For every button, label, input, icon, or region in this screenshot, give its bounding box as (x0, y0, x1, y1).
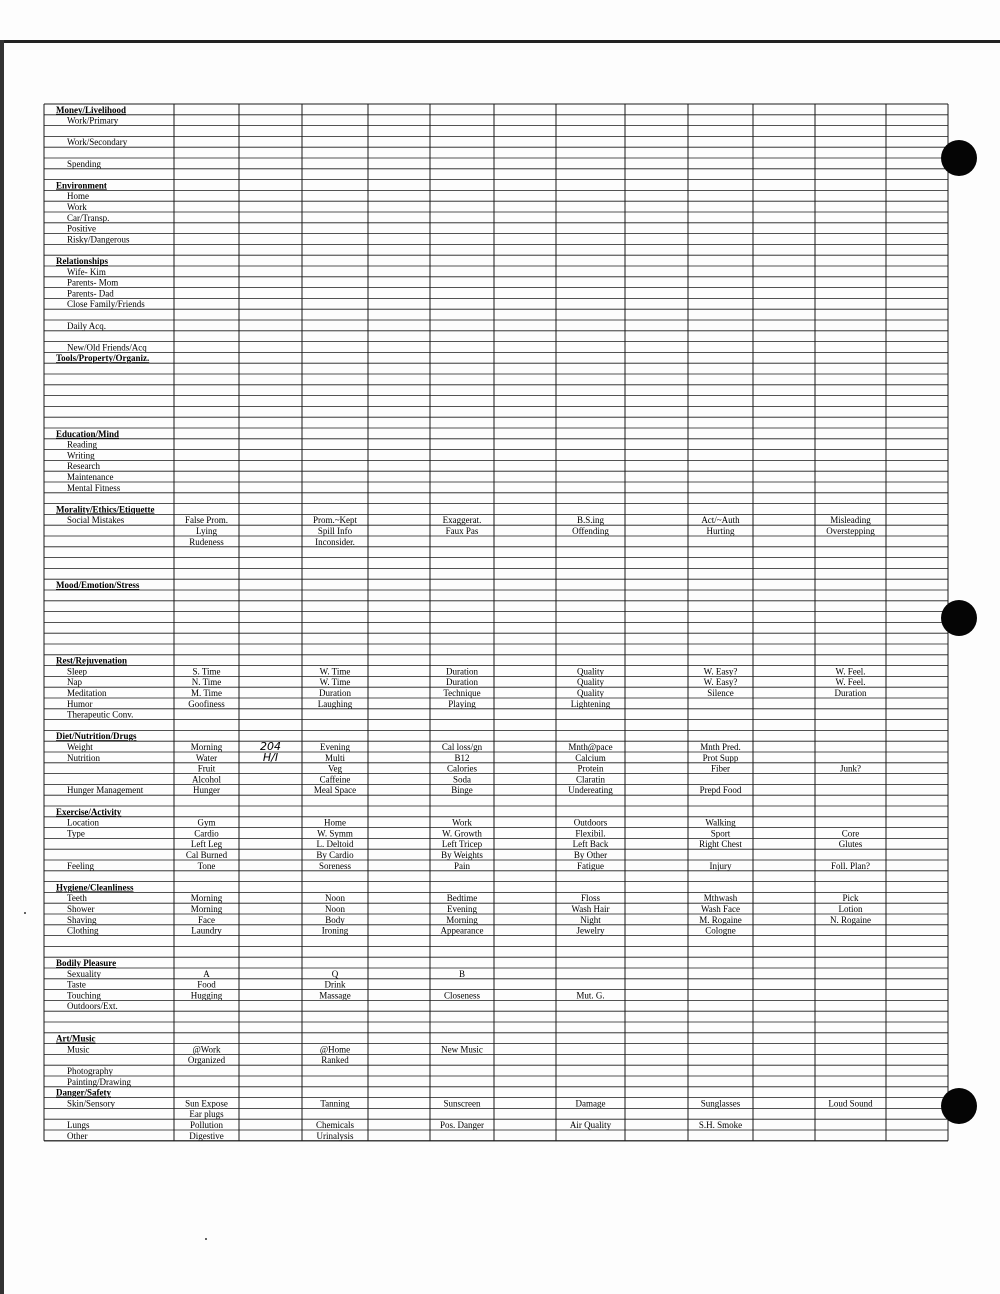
cell-value: Water (195, 752, 218, 763)
cell-value: Mnth Pred. (700, 742, 741, 752)
section-heading: Rest/Rejuvenation (56, 655, 127, 666)
cell-value: Left Back (572, 839, 609, 850)
cell-value: Spill Info (317, 526, 353, 536)
cell-value: Sun Expose (185, 1098, 228, 1109)
row-label: Feeling (67, 860, 94, 871)
cell-value: Prot Supp (702, 752, 739, 763)
cell-value: Duration (319, 688, 351, 698)
cell-value: Noon (325, 893, 345, 904)
cell-value: Flexibil. (575, 828, 606, 839)
row-label: Teeth (67, 893, 87, 904)
row-label: Social Mistakes (67, 515, 125, 526)
cell-value: Foll. Plan? (830, 860, 871, 871)
section-heading: Tools/Property/Organiz. (56, 353, 150, 364)
section-heading: Relationships (56, 256, 109, 266)
cell-value: Walking (705, 817, 736, 828)
row-label: Maintenance (67, 472, 114, 482)
cell-value: Tone (197, 860, 216, 871)
cell-value: Tanning (320, 1098, 350, 1109)
cell-value: Sunscreen (443, 1098, 481, 1109)
cell-value: B (458, 968, 466, 979)
cell-value: Hunger (193, 785, 220, 796)
cell-value: Quality (577, 677, 604, 688)
punch-hole-top (941, 140, 977, 176)
cell-value: W. Easy? (703, 677, 738, 688)
cell-value: Core (841, 828, 860, 839)
row-label: Work/Secondary (67, 137, 128, 148)
cell-value: Wash Hair (571, 904, 610, 914)
row-label: Parents- Dad (67, 288, 114, 299)
cell-value: Silence (707, 688, 734, 698)
cell-value: M. Rogaine (699, 914, 742, 925)
cell-value: Pain (453, 860, 471, 871)
row-label: Hunger Management (67, 785, 144, 796)
cell-value: Lotion (838, 904, 863, 914)
cell-value: L. Deltoid (316, 839, 354, 850)
cell-value: Fatigue (577, 860, 604, 871)
row-label: Outdoors/Ext. (67, 1001, 118, 1012)
cell-value: Mthwash (703, 893, 738, 904)
cell-value: Offending (572, 526, 609, 536)
cell-value: Hurting (706, 526, 735, 536)
cell-value: Prom.~Kept (312, 515, 358, 526)
cell-value: Ear plugs (189, 1109, 224, 1120)
cell-value: Outdoors (573, 817, 608, 828)
cell-value: B12 (454, 752, 470, 763)
cell-value: Morning (190, 893, 223, 904)
cell-value: By Cardio (316, 850, 354, 860)
cell-value: Exaggerat. (442, 515, 482, 526)
scan-speck (24, 912, 26, 914)
row-label: Other (67, 1130, 88, 1141)
cell-value: A (203, 968, 210, 979)
cell-value: W. Symm (317, 828, 353, 839)
cell-value: Morning (446, 914, 478, 925)
row-label: Humor (67, 698, 93, 709)
row-label: Work (67, 202, 87, 212)
cell-value: Duration (446, 666, 478, 677)
cell-value: Sunglasses (700, 1098, 741, 1109)
row-label: Meditation (67, 688, 107, 698)
cell-value: Appearance (440, 925, 484, 936)
row-label: Sexuality (67, 968, 101, 979)
cell-value: Cardio (194, 828, 219, 839)
cell-value: Pollution (189, 1120, 224, 1130)
row-label: Skin/Sensory (67, 1098, 116, 1109)
cell-value: Face (198, 914, 215, 925)
row-label: Positive (67, 223, 97, 234)
cell-value: Bedtime (446, 893, 478, 904)
cell-value: False Prom. (184, 515, 229, 526)
cell-value: Quality (577, 688, 604, 698)
row-label: Type (67, 828, 85, 839)
cell-value: Floss (580, 893, 601, 904)
cell-value: W. Feel. (835, 666, 866, 677)
cell-value: Morning (190, 742, 223, 752)
cell-value: Lightening (570, 698, 611, 709)
cell-value: Soda (453, 774, 471, 785)
cell-value: Food (197, 979, 216, 990)
cell-value: Glutes (838, 839, 863, 850)
cell-value: Laughing (317, 698, 353, 709)
row-label: Mental Fitness (67, 482, 121, 493)
cell-value: Meal Space (313, 785, 357, 796)
cell-value: Jewelry (576, 925, 605, 936)
cell-value: Calcium (575, 752, 606, 763)
row-label: New/Old Friends/Acq (67, 342, 147, 353)
cell-value: W. Easy? (703, 666, 738, 677)
cell-value: H/I (262, 750, 279, 764)
row-label: Nutrition (67, 752, 100, 763)
cell-value: Cal Burned (185, 850, 228, 860)
cell-value: Noon (325, 904, 345, 914)
cell-value: Rudeness (189, 536, 224, 547)
cell-value: Laundry (191, 925, 222, 936)
cell-value: S. Time (192, 666, 221, 677)
cell-value: Technique (443, 688, 481, 698)
punch-hole-middle (941, 600, 977, 636)
cell-value: Q (331, 968, 339, 979)
cell-value: Faux Pas (445, 526, 479, 536)
section-heading: Environment (56, 180, 107, 191)
section-heading: Diet/Nutrition/Drugs (56, 731, 137, 742)
section-heading: Mood/Emotion/Stress (56, 580, 140, 590)
row-label: Spending (67, 158, 102, 169)
cell-value: Left Tricep (441, 839, 483, 850)
cell-value: Fruit (197, 763, 216, 774)
row-label: Shower (67, 904, 95, 914)
cell-value: Cal loss/gn (441, 742, 483, 752)
section-heading: Morality/Ethics/Etiquette (56, 504, 155, 515)
cell-value: By Weights (441, 850, 483, 860)
cell-value: Cologne (705, 925, 736, 936)
row-label: Writing (67, 450, 95, 461)
row-label: Touching (67, 990, 101, 1001)
cell-value: B.S.ing (576, 515, 605, 526)
cell-value: Body (325, 914, 345, 925)
section-heading: Exercise/Activity (56, 806, 122, 817)
cell-value: Alcohol (192, 774, 221, 785)
cell-value: Mut. G. (576, 990, 605, 1001)
cell-value: W. Feel. (835, 677, 866, 688)
cell-value: N. Time (191, 677, 222, 688)
cell-value: Ranked (321, 1055, 349, 1066)
cell-value: Work (452, 817, 472, 828)
cell-value: Hugging (190, 990, 223, 1001)
cell-value: Left Leg (190, 839, 223, 850)
cell-value: Act/~Auth (701, 515, 740, 526)
row-label: Shaving (67, 914, 97, 925)
cell-value: W. Time (319, 677, 351, 688)
cell-value: Chemicals (316, 1120, 354, 1130)
cell-value: W. Time (319, 666, 351, 677)
cell-value: Evening (447, 904, 477, 914)
row-label: Reading (67, 439, 97, 450)
cell-value: By Other (573, 850, 608, 860)
cell-value: Calories (447, 763, 477, 774)
cell-value: Soreness (319, 860, 351, 871)
punch-hole-bottom (941, 1088, 977, 1124)
cell-value: Overstepping (826, 526, 875, 536)
cell-value: Pick (842, 893, 859, 904)
cell-value: Damage (575, 1098, 606, 1109)
cell-value: Massage (319, 990, 351, 1001)
row-label: Painting/Drawing (67, 1076, 131, 1087)
cell-value: Morning (190, 904, 223, 914)
cell-value: Closeness (444, 990, 480, 1001)
cell-value: Veg (328, 763, 342, 774)
cell-value: Duration (446, 677, 478, 688)
row-label: Taste (67, 979, 86, 990)
cell-value: S.H. Smoke (698, 1120, 743, 1130)
cell-value: Lying (195, 526, 218, 536)
row-label: Parents- Mom (67, 277, 119, 288)
row-label: Sleep (67, 666, 87, 677)
cell-value: Sport (710, 828, 731, 839)
cell-value: Quality (577, 666, 604, 677)
cell-value: Junk? (840, 763, 861, 774)
cell-value: @Home (319, 1044, 351, 1055)
cell-value: @Work (192, 1044, 221, 1055)
cell-value: Evening (320, 742, 350, 752)
section-heading: Money/Livelihood (56, 104, 127, 115)
row-label: Clothing (67, 925, 99, 936)
cell-value: Protein (577, 763, 604, 774)
cell-value: Night (580, 914, 601, 925)
cell-value: Gym (197, 817, 216, 828)
row-label: Home (67, 191, 89, 202)
row-label: Photography (67, 1066, 113, 1076)
row-label: Wife- Kim (67, 266, 106, 277)
cell-value: Mnth@pace (568, 742, 613, 752)
row-label: Nap (67, 677, 82, 688)
cell-value: Playing (448, 698, 476, 709)
cell-value: M. Time (190, 688, 223, 698)
cell-value: Inconsider. (315, 536, 355, 547)
section-heading: Bodily Pleasure (56, 958, 117, 968)
cell-value: Organized (187, 1055, 226, 1066)
cell-value: W. Growth (442, 828, 482, 839)
cell-value: Ironing (321, 925, 349, 936)
cell-value: Fiber (711, 763, 730, 774)
cell-value: Binge (451, 785, 473, 796)
row-label: Location (67, 817, 99, 828)
row-label: Risky/Dangerous (67, 234, 130, 245)
section-heading: Danger/Safety (56, 1087, 111, 1098)
section-heading: Education/Mind (56, 428, 120, 439)
row-label: Daily Acq. (67, 320, 106, 331)
cell-value: Duration (834, 688, 867, 698)
cell-value: Injury (709, 860, 732, 871)
cell-value: Misleading (830, 515, 871, 526)
cell-value: Right Chest (699, 839, 742, 850)
cell-value: New Music (441, 1044, 483, 1055)
cell-value: Urinalysis (316, 1130, 354, 1141)
cell-value: Claratin (576, 774, 605, 785)
cell-value: Pos. Danger (440, 1120, 484, 1130)
row-label: Therapeutic Conv. (67, 709, 134, 720)
row-label: Close Family/Friends (67, 299, 145, 310)
cell-value: Goofiness (188, 698, 225, 709)
cell-value: N. Rogaine (830, 914, 871, 925)
cell-value: Prepd Food (699, 785, 742, 796)
section-heading: Art/Music (56, 1033, 96, 1044)
cell-value: Wash Face (700, 904, 741, 914)
cell-value: Caffeine (319, 774, 351, 785)
cell-value: 204 (260, 740, 281, 753)
cell-value: Loud Sound (828, 1098, 873, 1109)
row-label: Lungs (67, 1120, 90, 1130)
cell-value: Air Quality (569, 1120, 612, 1130)
cell-value: Drink (324, 979, 346, 990)
row-label: Research (67, 461, 100, 472)
cell-value: Undereating (568, 785, 613, 796)
scan-speck (205, 1238, 207, 1240)
section-heading: Hygiene/Cleanliness (56, 882, 134, 893)
cell-value: Digestive (189, 1130, 224, 1141)
row-label: Music (67, 1044, 90, 1055)
cell-value: Multi (324, 752, 346, 763)
row-label: Car/Transp. (67, 212, 110, 223)
row-label: Weight (67, 742, 93, 752)
row-label: Work/Primary (67, 115, 119, 126)
cell-value: Home (324, 817, 346, 828)
